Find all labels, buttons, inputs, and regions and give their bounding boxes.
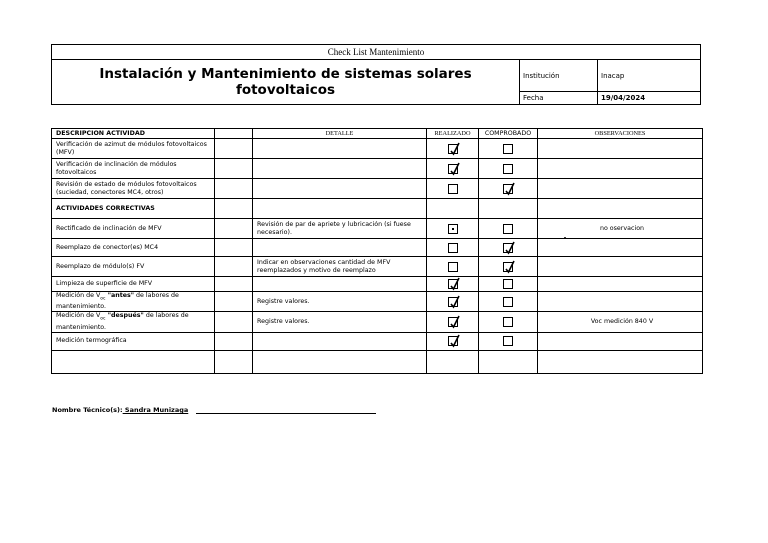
observaciones-cell: [538, 199, 703, 219]
comprobado-cell: [479, 179, 538, 199]
actividad-cell: Reemplazo de conector(es) MC4: [52, 239, 215, 257]
col-actividad: DESCRIPCION ACTIVIDAD: [52, 129, 215, 139]
actividad-text: de labores de mantenimiento.: [56, 292, 179, 311]
check-mark-icon: [449, 162, 461, 176]
table-row: [52, 277, 703, 292]
check-mark-icon: [449, 142, 461, 156]
actividad-text: de labores de mantenimiento.: [56, 312, 189, 331]
detalle-cell: [253, 179, 427, 199]
bullet-icon: [564, 237, 566, 239]
spacer-cell: [215, 199, 253, 219]
comprobado-checkbox[interactable]: [503, 243, 513, 253]
comprobado-cell: [479, 239, 538, 257]
detalle-cell: [253, 239, 427, 257]
realizado-checkbox[interactable]: [448, 144, 458, 154]
realizado-cell: [427, 199, 479, 219]
actividad-cell: Medición termográfica: [52, 332, 215, 350]
spacer-cell: [215, 277, 253, 292]
actividad-emphasis: "después": [105, 312, 144, 320]
comprobado-checkbox[interactable]: [503, 164, 513, 174]
realizado-checkbox[interactable]: [448, 224, 458, 234]
detalle-cell: Registre valores.: [253, 312, 427, 332]
institucion-label: Institución: [520, 60, 598, 92]
section-title: ACTIVIDADES CORRECTIVAS: [52, 199, 215, 219]
detalle-cell: Indicar en observaciones cantidad de MFV reemplazados y motivo de reemplazo: [253, 257, 427, 277]
comprobado-cell: [479, 292, 538, 312]
detalle-cell: [253, 199, 427, 219]
comprobado-checkbox[interactable]: [503, 297, 513, 307]
check-mark-icon: [449, 334, 461, 348]
actividad-cell: Reemplazo de módulo(s) FV: [52, 257, 215, 277]
table-row: [52, 239, 703, 257]
empty-cell: [538, 350, 703, 373]
spacer-cell: [215, 332, 253, 350]
check-mark-icon: [449, 295, 461, 309]
comprobado-checkbox[interactable]: [503, 262, 513, 272]
detalle-cell: [253, 277, 427, 292]
spacer-cell: [215, 292, 253, 312]
spacer-cell: [215, 219, 253, 239]
realizado-cell: [427, 292, 479, 312]
checklist-table: [51, 128, 703, 374]
actividad-subscript: oc: [100, 296, 106, 302]
header-table: [51, 44, 701, 105]
actividad-cell: [52, 312, 215, 332]
dot-mark-icon: [452, 228, 454, 230]
table-row: [52, 179, 703, 199]
table-row: [52, 159, 703, 179]
observaciones-cell: [538, 332, 703, 350]
spacer-cell: [215, 239, 253, 257]
fecha-label: Fecha: [520, 92, 598, 105]
col-spacer: [215, 129, 253, 139]
realizado-checkbox[interactable]: [448, 279, 458, 289]
comprobado-cell: [479, 159, 538, 179]
detalle-cell: Registre valores.: [253, 292, 427, 312]
realizado-cell: [427, 179, 479, 199]
spacer-cell: [215, 159, 253, 179]
realizado-cell: [427, 277, 479, 292]
realizado-checkbox[interactable]: [448, 262, 458, 272]
observaciones-cell: [538, 139, 703, 159]
realizado-checkbox[interactable]: [448, 164, 458, 174]
realizado-checkbox[interactable]: [448, 297, 458, 307]
actividad-cell: Rectificado de inclinación de MFV: [52, 219, 215, 239]
realizado-cell: [427, 219, 479, 239]
observaciones-cell: [538, 179, 703, 199]
col-observaciones: OBSERVACIONES: [538, 129, 703, 139]
actividad-cell: Verificación de azimut de módulos fotovoltaicos (MFV): [52, 139, 215, 159]
check-mark-icon: [504, 182, 516, 196]
comprobado-cell: [479, 257, 538, 277]
table-row: [52, 312, 703, 332]
realizado-cell: [427, 239, 479, 257]
observaciones-cell: Voc medición 840 V: [538, 312, 703, 332]
observaciones-cell: [538, 239, 703, 257]
detalle-cell: [253, 159, 427, 179]
realizado-checkbox[interactable]: [448, 243, 458, 253]
comprobado-cell: [479, 219, 538, 239]
realizado-checkbox[interactable]: [448, 317, 458, 327]
signature-line: [196, 413, 376, 414]
main-title: Instalación y Mantenimiento de sistemas solares fotovoltaicos: [52, 60, 520, 105]
actividad-subscript: oc: [100, 316, 106, 322]
empty-cell: [479, 350, 538, 373]
actividad-cell: Limpieza de superficie de MFV: [52, 277, 215, 292]
technician-label: Nombre Técnico(s):: [52, 406, 123, 414]
detalle-cell: [253, 139, 427, 159]
empty-cell: [253, 350, 427, 373]
col-realizado: REALIZADO: [427, 129, 479, 139]
table-row: [52, 332, 703, 350]
observaciones-cell: [538, 277, 703, 292]
spacer-cell: [215, 312, 253, 332]
fecha-value: 19/04/2024: [598, 92, 701, 105]
institucion-value: Inacap: [598, 60, 701, 92]
table-row: [52, 139, 703, 159]
comprobado-checkbox[interactable]: [503, 317, 513, 327]
spacer-cell: [215, 257, 253, 277]
comprobado-cell: [479, 332, 538, 350]
check-mark-icon: [504, 241, 516, 255]
observaciones-cell: [538, 159, 703, 179]
observaciones-cell: [538, 257, 703, 277]
observaciones-cell: no oservacion: [538, 219, 703, 239]
actividad-cell: [52, 292, 215, 312]
actividad-cell: Verificación de inclinación de módulos fotovoltaicos: [52, 159, 215, 179]
section-row: [52, 199, 703, 219]
comprobado-cell: [479, 312, 538, 332]
check-mark-icon: [449, 277, 461, 291]
comprobado-checkbox[interactable]: [503, 224, 513, 234]
table-row: [52, 219, 703, 239]
checklist-title: Check List Mantenimiento: [52, 45, 701, 60]
realizado-checkbox[interactable]: [448, 184, 458, 194]
realizado-checkbox[interactable]: [448, 336, 458, 346]
actividad-text: Medición de V: [56, 292, 101, 299]
realizado-cell: [427, 312, 479, 332]
comprobado-cell: [479, 199, 538, 219]
actividad-text: Medición de V: [56, 312, 101, 320]
check-mark-icon: [449, 315, 461, 329]
empty-cell: [427, 350, 479, 373]
comprobado-cell: [479, 277, 538, 292]
empty-cell: [52, 350, 215, 373]
col-detalle: DETALLE: [253, 129, 427, 139]
realizado-cell: [427, 159, 479, 179]
detalle-cell: Revisión de par de apriete y lubricación (si fuese necesario).: [253, 219, 427, 239]
comprobado-checkbox[interactable]: [503, 144, 513, 154]
empty-cell: [215, 350, 253, 373]
detalle-cell: [253, 332, 427, 350]
empty-row: [52, 350, 703, 373]
realizado-cell: [427, 257, 479, 277]
observaciones-cell: [538, 292, 703, 312]
comprobado-checkbox[interactable]: [503, 279, 513, 289]
check-mark-icon: [504, 260, 516, 274]
technician-name: Sandra Munizaga: [122, 406, 189, 414]
comprobado-checkbox[interactable]: [503, 336, 513, 346]
technician-line: [52, 406, 188, 414]
actividad-emphasis: "antes": [105, 292, 135, 299]
actividad-cell: Revisión de estado de módulos fotovoltaicos (suciedad, conectores MC4, otros): [52, 179, 215, 199]
col-comprobado: COMPROBADO: [479, 129, 538, 139]
realizado-cell: [427, 139, 479, 159]
realizado-cell: [427, 332, 479, 350]
table-row: [52, 292, 703, 312]
comprobado-cell: [479, 139, 538, 159]
spacer-cell: [215, 179, 253, 199]
spacer-cell: [215, 139, 253, 159]
table-row: [52, 257, 703, 277]
comprobado-checkbox[interactable]: [503, 184, 513, 194]
